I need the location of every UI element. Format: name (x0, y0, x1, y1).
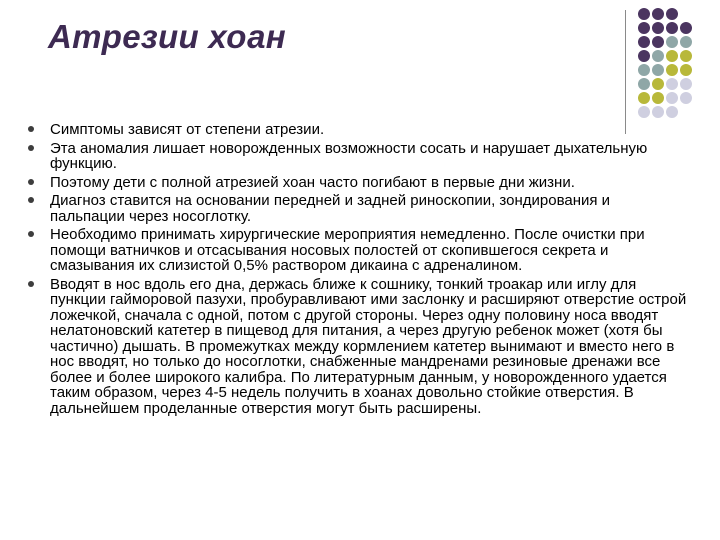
bullet-list (28, 122, 688, 416)
decorative-dot (666, 78, 678, 90)
decorative-dot (652, 64, 664, 76)
bullet-text: Вводят в нос вдоль его дна, держась ближе к сошнику, тонкий троакар или иглу для пункции гайморовой пазухи, пробуравливают ими заслонку и расширяют отверстие острой ложечкой, сначала с одной, потом с другой стороны. Через одну половину носа вводят нелатоновский катетер в пищевод для питания, а через другую ребенок может (хотя бы частично) дышать. В промежутках между кормлением катетер вынимают и вместо него в нос вводят, но только до носоглотки, снабженные мандренами резиновые дренажи все более и более широкого калибра. По литературным данным, у новорожденного удается таким образом, через 4-5 недель получить в хоанах довольно стойкие отверстия. В дальнейшем проделанные отверстия могут быть расширены. (50, 275, 687, 417)
decorative-dot (652, 78, 664, 90)
bullet-text: Эта аномалия лишает новорожденных возможности сосать и нарушает дыхательную функцию. (50, 139, 648, 172)
decorative-dot (652, 36, 664, 48)
bullet-text: Симптомы зависят от степени атрезии. (50, 121, 325, 138)
slide-title: Атрезии хоан (48, 18, 286, 55)
bullet-item (28, 227, 688, 274)
decorative-dot (680, 36, 692, 48)
decorative-dot (652, 22, 664, 34)
bullet-text: Необходимо принимать хирургические мероприятия немедленно. После очистки при помощи ватничков и отсасывания носовых полостей от скопившегося секрета и смазывания их слизистой 0,5% раствором дикаина с адреналином. (50, 226, 645, 274)
bullet-item (28, 277, 688, 417)
decorative-dot-grid (638, 8, 718, 118)
decorative-dot (680, 22, 692, 34)
decorative-dot (666, 22, 678, 34)
decorative-dot (666, 106, 678, 118)
decorative-dot (652, 106, 664, 118)
decorative-dot (652, 50, 664, 62)
decorative-dot (638, 106, 650, 118)
decorative-dot (666, 50, 678, 62)
decorative-dot (638, 64, 650, 76)
decorative-dot (666, 8, 678, 20)
decorative-dot (680, 64, 692, 76)
decorative-dot (680, 92, 692, 104)
decorative-dot (638, 22, 650, 34)
decorative-dot (652, 8, 664, 20)
bullet-text: Диагноз ставится на основании передней и задней риноскопии, зондирования и пальпации через носоглотку. (50, 192, 611, 225)
bullet-item (28, 141, 688, 172)
bullet-icon (28, 126, 34, 132)
decorative-dot (638, 50, 650, 62)
bullet-icon (28, 197, 34, 203)
bullet-icon (28, 281, 34, 287)
bullet-item (28, 193, 688, 224)
bullet-text: Поэтому дети с полной атрезией хоан часто погибают в первые дни жизни. (50, 173, 575, 191)
decorative-dot (680, 50, 692, 62)
bullet-icon (28, 231, 34, 237)
bullet-icon (28, 145, 34, 151)
bullet-item (28, 175, 688, 191)
vertical-divider (625, 10, 626, 134)
decorative-dot (652, 92, 664, 104)
slide-body (28, 122, 688, 419)
decorative-dot (680, 78, 692, 90)
decorative-dot (638, 36, 650, 48)
decorative-dot (638, 92, 650, 104)
decorative-dot (666, 92, 678, 104)
decorative-dot (638, 8, 650, 20)
bullet-icon (28, 179, 34, 185)
decorative-dot (666, 36, 678, 48)
decorative-dot (666, 64, 678, 76)
decorative-dot (638, 78, 650, 90)
bullet-item (28, 122, 688, 138)
